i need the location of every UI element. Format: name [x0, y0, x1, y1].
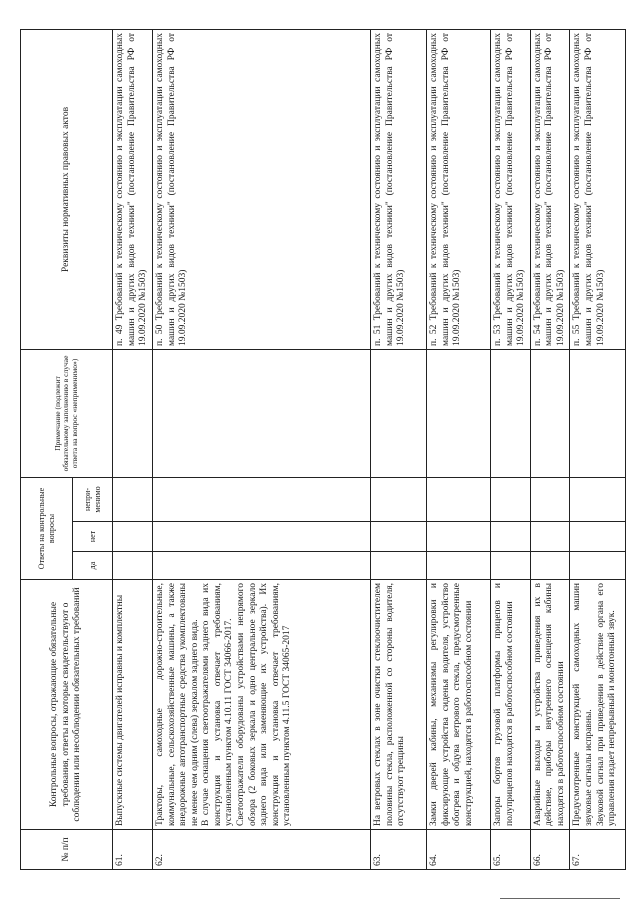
cell-paragraph: На ветровых стеклах в зоне очистки стеклоочистителем половины стекла, расположенной со стороны водителя, отсутствуют трещины — [373, 583, 407, 826]
answer-no-cell — [491, 522, 531, 552]
answer-yes-cell — [530, 552, 570, 580]
note-cell — [491, 350, 531, 478]
reference-cell — [153, 30, 371, 350]
reference-cell — [371, 30, 427, 350]
header-no: нет — [73, 522, 113, 552]
answer-na-cell — [153, 478, 371, 522]
question-cell — [371, 580, 427, 830]
cell-paragraph: п. 54 Требований к техническому состоянию и эксплуатации самоходных машин и других видов техники" (постановление Правительства РФ от 19.09.2020 №1503) — [532, 33, 566, 346]
answer-na-cell — [570, 478, 626, 522]
cell-paragraph: Предусмотренные конструкцией самоходных машин звуковые сигналы исправны. — [572, 583, 595, 826]
reference-cell — [113, 30, 153, 350]
question-cell — [427, 580, 491, 830]
cell-paragraph: Светоотражатели оборудованы устройствами непрямого обзора (2 боковых зеркала и одно центральное зеркало заднего вида или заменяющие их устройства). Их конструкция и установка отвечает требованиям, установленным пунктом 4.11.5 ГОСТ 34065-2017 — [236, 583, 293, 826]
cell-paragraph: Запоры бортов грузовой платформы прицепов и полуприцепов находятся в работоспособном состоянии — [493, 583, 515, 826]
question-cell — [530, 580, 570, 830]
table-row — [427, 30, 491, 870]
row-number — [371, 830, 427, 870]
answer-yes-cell — [371, 552, 427, 580]
row-number — [113, 830, 153, 870]
cell-paragraph: 65. — [493, 854, 503, 866]
cell-paragraph: 62. — [155, 854, 165, 866]
header-note: Примечание (подлежит обязательному заполнению в случае ответа на вопрос «неприменимо») — [21, 350, 113, 478]
answer-na-cell — [371, 478, 427, 522]
footer-line — [500, 898, 620, 899]
cell-paragraph: 63. — [373, 854, 383, 866]
reference-cell — [427, 30, 491, 350]
answer-no-cell — [153, 522, 371, 552]
row-number — [491, 830, 531, 870]
cell-paragraph: п. 51 Требований к техническому состоянию и эксплуатации самоходных машин и других видов техники" (постановление Правительства РФ от 19.09.2020 №1503) — [373, 33, 407, 346]
note-cell — [113, 350, 153, 478]
cell-paragraph: 64. — [429, 854, 439, 866]
header-num: № п/п — [21, 830, 113, 870]
answer-no-cell — [570, 522, 626, 552]
cell-paragraph: Тракторы, самоходные дорожно-строительные, коммунальные, сельскохозяйственные машины, а также внедорожные автотранспортные средства укомплектованы не менее чем одним (слева) зеркалом заднего вида. — [155, 583, 200, 826]
cell-paragraph: п. 52 Требований к техническому состоянию и эксплуатации самоходных машин и других видов техники" (постановление Правительства РФ от 19.09.2020 №1503) — [429, 33, 463, 346]
header-refs: Реквизиты нормативных правовых актов — [21, 30, 113, 350]
note-cell — [570, 350, 626, 478]
table-row — [530, 30, 570, 870]
table-row — [113, 30, 153, 870]
reference-cell — [570, 30, 626, 350]
header-na: непри-менимо — [73, 478, 113, 522]
row-number — [427, 830, 491, 870]
answer-no-cell — [530, 522, 570, 552]
note-cell — [153, 350, 371, 478]
answer-na-cell — [530, 478, 570, 522]
row-number — [570, 830, 626, 870]
table-row — [491, 30, 531, 870]
cell-paragraph: п. 53 Требований к техническому состоянию и эксплуатации самоходных машин и других видов техники" (постановление Правительства РФ от 19.09.2020 №1503) — [493, 33, 527, 346]
answer-na-cell — [427, 478, 491, 522]
cell-paragraph: 67. — [572, 854, 583, 866]
answer-yes-cell — [427, 552, 491, 580]
table-row — [371, 30, 427, 870]
table-body — [113, 30, 626, 870]
answer-no-cell — [113, 522, 153, 552]
cell-paragraph: п. 55 Требований к техническому состоянию и эксплуатации самоходных машин и других видов техники" (постановление Правительства РФ от 19.09.2020 №1503) — [572, 33, 606, 346]
table-row — [570, 30, 626, 870]
note-cell — [427, 350, 491, 478]
question-cell — [113, 580, 153, 830]
cell-paragraph: п. 50 Требований к техническому состоянию и эксплуатации самоходных машин и других видов техники" (постановление Правительства РФ от 19.09.2020 №1503) — [155, 33, 189, 346]
cell-paragraph: Звуковой сигнал при приведении в действие органа его управления издает непрерывный и монотонный звук. — [595, 583, 618, 826]
cell-paragraph: Выпускные системы двигателей исправны и комплектны — [115, 594, 125, 826]
checklist-table — [20, 29, 626, 870]
row-number — [153, 830, 371, 870]
header-questions: Контрольные вопросы, отражающие обязательные требования, ответы на которые свидетельствуют о соблюдении или несоблюдении обязательных требований — [21, 580, 113, 830]
header-yes: да — [73, 552, 113, 580]
answer-yes-cell — [570, 552, 626, 580]
table-row — [153, 30, 371, 870]
cell-paragraph: 66. — [532, 854, 543, 866]
note-cell — [530, 350, 570, 478]
cell-paragraph: 61. — [115, 854, 125, 866]
cell-paragraph: Замки дверей кабины, механизмы регулировки и фиксирующие устройства сиденья водителя, устройство обогрева и обдува ветрового стекла, предусмотренные конструкцией, находятся в работоспособном состоянии — [429, 583, 474, 826]
question-cell — [491, 580, 531, 830]
answer-no-cell — [427, 522, 491, 552]
header-answers: Ответы на контрольные вопросы — [21, 478, 73, 580]
answer-yes-cell — [113, 552, 153, 580]
cell-paragraph: В случае оснащения светоотражателями заднего вида их конструкция и установка отвечает требованиям, установленным пунктом 4.10.11 ГОСТ 34066-2017. — [201, 583, 235, 826]
answer-yes-cell — [491, 552, 531, 580]
row-number — [530, 830, 570, 870]
cell-paragraph: п. 49 Требований к техническому состоянию и эксплуатации самоходных машин и других видов техники" (постановление Правительства РФ от 19.09.2020 №1503) — [115, 33, 149, 346]
reference-cell — [530, 30, 570, 350]
answer-na-cell — [113, 478, 153, 522]
answer-na-cell — [491, 478, 531, 522]
question-cell — [570, 580, 626, 830]
rotated-page — [20, 30, 620, 870]
answer-yes-cell — [153, 552, 371, 580]
reference-cell — [491, 30, 531, 350]
answer-no-cell — [371, 522, 427, 552]
question-cell — [153, 580, 371, 830]
note-cell — [371, 350, 427, 478]
cell-paragraph: Аварийные выходы и устройства приведения их в действие, приборы внутреннего освещения кабины находятся в работоспособном состоянии — [532, 583, 566, 826]
